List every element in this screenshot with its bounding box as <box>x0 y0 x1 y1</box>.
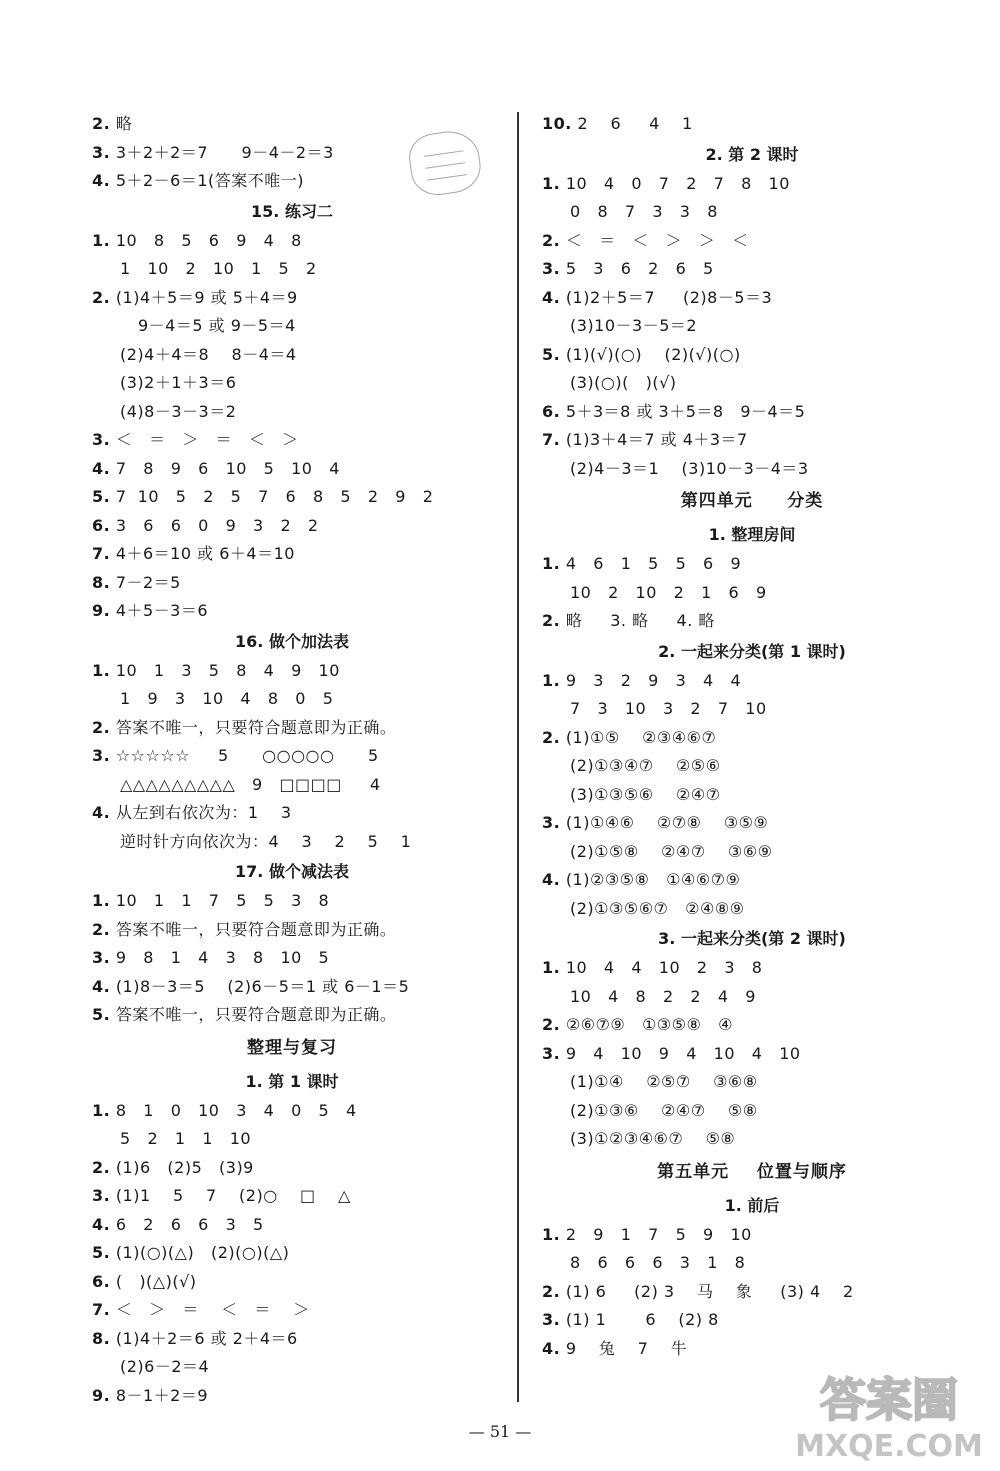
question-number: 8. <box>92 1328 111 1348</box>
question-number: 2. <box>542 230 561 250</box>
answer-text: ＜ ＝ ＞ ＝ ＜ ＞ <box>115 430 299 449</box>
answer-line <box>92 398 492 427</box>
answer-text: (1) 1 6 (2) 8 <box>565 1310 719 1329</box>
question-number: 7. <box>542 430 561 449</box>
answer-line <box>92 1211 492 1240</box>
answer-line <box>92 512 492 541</box>
answer-text: (1)②③⑤⑧ ①④⑥⑦⑨ <box>565 870 741 889</box>
question-number: 1. <box>92 230 111 250</box>
watermark-logo <box>787 1364 992 1464</box>
answer-text: ②⑥⑦⑨ ①③⑤⑧ ④ <box>565 1015 733 1034</box>
answer-text: 7 8 9 6 10 5 10 4 <box>115 458 340 478</box>
answer-text: 9－4＝5 或 9－5＝4 <box>138 316 296 335</box>
answer-text: (1)①④ ②⑤⑦ ③⑥⑧ <box>570 1072 758 1091</box>
answer-line <box>92 1097 492 1126</box>
question-number: 1. <box>92 660 111 680</box>
answer-text: (1)①④⑥ ②⑦⑧ ③⑤⑨ <box>565 813 769 832</box>
watermark-site-text: MXQE.COM <box>795 1429 983 1464</box>
answer-line <box>542 369 962 398</box>
answer-line <box>92 1182 492 1211</box>
answer-text: 9 4 10 9 4 10 4 10 <box>565 1043 801 1063</box>
answer-text: 8 1 0 10 3 4 0 5 4 <box>115 1100 357 1120</box>
section-heading: 2. 第 2 课时 <box>705 144 799 164</box>
section-heading: 16. 做个加法表 <box>235 631 349 651</box>
answer-line <box>92 916 492 945</box>
answer-text: 10 2 10 2 1 6 9 <box>570 582 767 602</box>
answer-line <box>542 866 962 895</box>
answer-line <box>542 255 962 284</box>
answer-line <box>542 110 962 139</box>
unit-heading: 第五单元 位置与顺序 <box>657 1161 847 1182</box>
section-heading: 3. 一起来分类(第 2 课时) <box>658 929 846 948</box>
answer-text: 4＋6＝10 或 6＋4＝10 <box>115 544 295 563</box>
answer-line <box>542 1249 962 1278</box>
answer-text: 9 兔 7 牛 <box>565 1338 688 1358</box>
question-number: 4. <box>92 803 111 822</box>
answer-line <box>92 369 492 398</box>
answer-line <box>92 341 492 370</box>
answer-line <box>92 973 492 1002</box>
answer-text: (3)(○)( )(√) <box>570 373 677 392</box>
answer-text: 答案不唯一，只要符合题意即为正确。 <box>115 717 397 737</box>
question-number: 1. <box>92 1100 111 1120</box>
answer-line <box>542 724 962 753</box>
question-number: 3. <box>92 430 111 449</box>
answer-line <box>92 714 492 743</box>
question-number: 1. <box>542 173 561 193</box>
question-number: 9. <box>92 601 111 620</box>
question-number: 5. <box>92 1243 111 1262</box>
answer-text: (2)①③⑤⑥⑦ ②④⑧⑨ <box>570 898 745 918</box>
answer-text: ＜ ＞ ＝ ＜ ＝ ＞ <box>115 1300 310 1319</box>
unit-heading: 整理与复习 <box>247 1037 337 1058</box>
answer-text: (1)6 (2)5 (3)9 <box>115 1157 254 1177</box>
answer-text: 5＋2－6＝1(答案不唯一) <box>115 171 305 190</box>
left-answer-column <box>92 110 492 1410</box>
answer-line <box>92 483 492 512</box>
answer-text: 10 1 3 5 8 4 9 10 <box>115 660 340 680</box>
answer-text: 8－1＋2＝9 <box>115 1385 209 1405</box>
answer-line <box>92 426 492 455</box>
answer-line <box>542 954 962 983</box>
answer-text: 略 3. 略 4. 略 <box>565 611 715 630</box>
right-answer-column <box>542 110 962 1363</box>
question-number: 6. <box>542 401 561 421</box>
answer-text: 5 2 1 1 10 <box>120 1129 252 1148</box>
answer-text: (1)2＋5＝7 (2)8－5＝3 <box>565 287 773 307</box>
answer-line <box>92 1268 492 1297</box>
question-number: 4. <box>542 287 561 307</box>
answer-text: 10 4 0 7 2 7 8 10 <box>565 173 790 193</box>
unit-heading: 第四单元 分类 <box>680 491 824 511</box>
answer-line <box>542 227 962 256</box>
answer-text: 3＋2＋2＝7 9－4－2＝3 <box>115 142 334 162</box>
answer-line <box>542 398 962 427</box>
answer-line <box>92 1325 492 1354</box>
question-number: 3. <box>92 746 111 765</box>
answer-text: 10 4 4 10 2 3 8 <box>565 958 763 977</box>
answer-text: (4)8－3－3＝2 <box>120 401 237 421</box>
answer-line <box>92 828 492 857</box>
answer-line <box>92 799 492 828</box>
answer-line <box>92 227 492 256</box>
answer-text: (1)1 5 7 (2)○ □ △ <box>115 1186 351 1205</box>
answer-text: 7－2＝5 <box>115 572 181 592</box>
watermark-brand-text: 答案圈 <box>820 1373 958 1427</box>
answer-line <box>92 944 492 973</box>
question-number: 3. <box>92 1186 111 1205</box>
answer-text: (1)(√)(○) (2)(√)(○) <box>565 344 741 364</box>
answer-text: △△△△△△△△△ 9 □□□□ 4 <box>120 774 381 794</box>
answer-text: 9 8 1 4 3 8 10 5 <box>115 948 330 967</box>
answer-text: 7 3 10 3 2 7 10 <box>570 699 767 718</box>
answer-text: 8 6 6 6 3 1 8 <box>570 1253 746 1272</box>
answer-text: (3)2＋1＋3＝6 <box>120 373 237 392</box>
answer-text: 3 6 6 0 9 3 2 2 <box>115 515 319 535</box>
question-number: 2. <box>92 114 111 133</box>
answer-text: 9 3 2 9 3 4 4 <box>565 670 742 690</box>
question-number: 3. <box>92 142 111 162</box>
answer-line <box>92 657 492 686</box>
answer-line <box>92 685 492 714</box>
question-number: 5. <box>92 487 111 506</box>
answer-line <box>92 1125 492 1154</box>
answer-line <box>542 284 962 313</box>
answer-line <box>542 312 962 341</box>
answer-line <box>92 540 492 569</box>
answer-line <box>542 752 962 781</box>
answer-line <box>92 1154 492 1183</box>
answer-text: 10 8 5 6 9 4 8 <box>115 230 302 250</box>
answer-line <box>92 255 492 284</box>
answer-text: (3)10－3－5＝2 <box>570 316 698 335</box>
question-number: 2. <box>92 1157 111 1177</box>
answer-line <box>92 1353 492 1382</box>
answer-line <box>92 742 492 771</box>
answer-text: 10 4 8 2 2 4 9 <box>570 986 756 1006</box>
answer-line <box>542 198 962 227</box>
question-number: 1. <box>542 958 561 977</box>
question-number: 4. <box>542 1338 561 1358</box>
question-number: 6. <box>92 515 111 535</box>
answer-text: (1)①⑤ ②③④⑥⑦ <box>565 727 717 747</box>
answer-text: 5＋3＝8 或 3＋5＝8 9－4＝5 <box>565 401 806 421</box>
answer-text: ☆☆☆☆☆ 5 ○○○○○ 5 <box>115 746 379 765</box>
answer-text: 答案不唯一，只要符合题意即为正确。 <box>115 1005 397 1024</box>
answer-text: (3)①②③④⑥⑦ ⑤⑧ <box>570 1129 736 1148</box>
question-number: 9. <box>92 1385 111 1405</box>
page-number: — 51 — <box>468 1422 532 1441</box>
answer-text: 1 10 2 10 1 5 2 <box>120 259 317 278</box>
answer-text: ＜ ＝ ＜ ＞ ＞ ＜ <box>565 230 749 250</box>
question-number: 2. <box>92 287 111 307</box>
section-heading: 17. 做个减法表 <box>235 862 349 881</box>
answer-text: 逆时针方向依次为：4 3 2 5 1 <box>120 831 412 851</box>
answer-line <box>542 170 962 199</box>
section-heading: 1. 第 1 课时 <box>245 1071 339 1091</box>
answer-line <box>542 550 962 579</box>
section-heading: 2. 一起来分类(第 1 课时) <box>658 641 846 661</box>
answer-line <box>542 1011 962 1040</box>
answer-text: 略 <box>115 114 133 133</box>
answer-text: (1)8－3＝5 (2)6－5＝1 或 6－1＝5 <box>115 976 410 996</box>
answer-line <box>542 1335 962 1364</box>
answer-line <box>542 667 962 696</box>
answer-line <box>542 579 962 608</box>
question-number: 2. <box>542 611 561 630</box>
section-heading: 15. 练习二 <box>251 201 333 221</box>
answer-text: (2)①⑤⑧ ②④⑦ ③⑥⑨ <box>570 841 773 861</box>
question-number: 4. <box>92 976 111 996</box>
answer-line <box>92 1001 492 1030</box>
question-number: 5. <box>92 1005 111 1024</box>
answer-line <box>92 1296 492 1325</box>
question-number: 10. <box>542 114 572 133</box>
question-number: 7. <box>92 1300 111 1319</box>
question-number: 1. <box>542 554 561 573</box>
question-number: 3. <box>542 1310 561 1329</box>
answer-text: (2)6－2＝4 <box>120 1357 210 1376</box>
answer-text: 答案不唯一，只要符合题意即为正确。 <box>115 919 397 939</box>
answer-text: 4 6 1 5 5 6 9 <box>565 554 742 573</box>
answer-line <box>542 455 962 484</box>
question-number: 1. <box>542 1224 561 1244</box>
question-number: 8. <box>92 572 111 592</box>
question-number: 2. <box>542 727 561 747</box>
answer-line <box>542 607 962 636</box>
answer-text: (1)4＋2＝6 或 2＋4＝6 <box>115 1328 298 1348</box>
answer-line <box>542 781 962 810</box>
answer-text: 0 8 7 3 3 8 <box>570 202 718 221</box>
answer-line <box>92 284 492 313</box>
question-number: 4. <box>542 870 561 889</box>
question-number: 3. <box>542 1043 561 1063</box>
section-heading: 1. 前后 <box>724 1195 780 1215</box>
answer-line <box>92 597 492 626</box>
answer-text: 1 9 3 10 4 8 0 5 <box>120 689 334 708</box>
answer-line <box>542 1306 962 1335</box>
answer-text: (1)(○)(△) (2)(○)(△) <box>115 1243 290 1262</box>
answer-text: (2)①③⑥ ②④⑦ ⑤⑧ <box>570 1100 758 1120</box>
answer-line <box>92 1382 492 1411</box>
question-number: 1. <box>92 891 111 910</box>
answer-text: (1) 6 (2) 3 马 象 (3) 4 2 <box>565 1281 854 1301</box>
answer-text: (2)4－3＝1 (3)10－3－4＝3 <box>570 458 809 478</box>
answer-line <box>92 312 492 341</box>
answer-line <box>542 1221 962 1250</box>
answer-text: (2)①③④⑦ ②⑤⑥ <box>570 756 721 775</box>
question-number: 2. <box>92 717 111 737</box>
answer-text: 从左到右依次为：1 3 <box>115 803 292 822</box>
answer-line <box>542 838 962 867</box>
answer-line <box>92 771 492 800</box>
question-number: 2. <box>92 919 111 939</box>
section-heading: 1. 整理房间 <box>708 525 796 544</box>
answer-line <box>542 983 962 1012</box>
answer-line <box>92 455 492 484</box>
question-number: 3. <box>542 813 561 832</box>
column-divider <box>517 112 519 1402</box>
answer-text: 5 3 6 2 6 5 <box>565 259 714 278</box>
question-number: 5. <box>542 344 561 364</box>
answer-line <box>542 1278 962 1307</box>
question-number: 6. <box>92 1271 111 1291</box>
question-number: 1. <box>542 670 561 690</box>
question-number: 4. <box>92 171 111 190</box>
answer-text: (1)3＋4＝7 或 4＋3＝7 <box>565 430 748 449</box>
question-number: 2. <box>542 1015 561 1034</box>
answer-line <box>542 1097 962 1126</box>
answer-text: ( )(△)(√) <box>115 1271 197 1291</box>
answer-line <box>542 1040 962 1069</box>
answer-text: 6 2 6 6 3 5 <box>115 1214 264 1234</box>
question-number: 3. <box>92 948 111 967</box>
answer-text: 4＋5－3＝6 <box>115 601 209 620</box>
question-number: 4. <box>92 1214 111 1234</box>
answer-line <box>542 1068 962 1097</box>
answer-line <box>92 887 492 916</box>
answer-line <box>542 695 962 724</box>
answer-line <box>92 1239 492 1268</box>
question-number: 4. <box>92 458 111 478</box>
question-number: 3. <box>542 259 561 278</box>
answer-line <box>542 1125 962 1154</box>
question-number: 7. <box>92 544 111 563</box>
answer-text: 7 10 5 2 5 7 6 8 5 2 9 2 <box>115 487 434 506</box>
answer-text: 2 9 1 7 5 9 10 <box>565 1224 752 1244</box>
answer-line <box>542 426 962 455</box>
answer-line <box>92 569 492 598</box>
answer-text: (2)4＋4＝8 8－4＝4 <box>120 344 297 364</box>
answer-line <box>542 895 962 924</box>
answer-text: 10 1 1 7 5 5 3 8 <box>115 891 330 910</box>
answer-text: (3)①③⑤⑥ ②④⑦ <box>570 784 721 804</box>
answer-line <box>542 341 962 370</box>
answer-line <box>542 809 962 838</box>
answer-text: (1)4＋5＝9 或 5＋4＝9 <box>115 287 298 307</box>
question-number: 2. <box>542 1281 561 1301</box>
answer-text: 2 6 4 1 <box>577 114 693 133</box>
